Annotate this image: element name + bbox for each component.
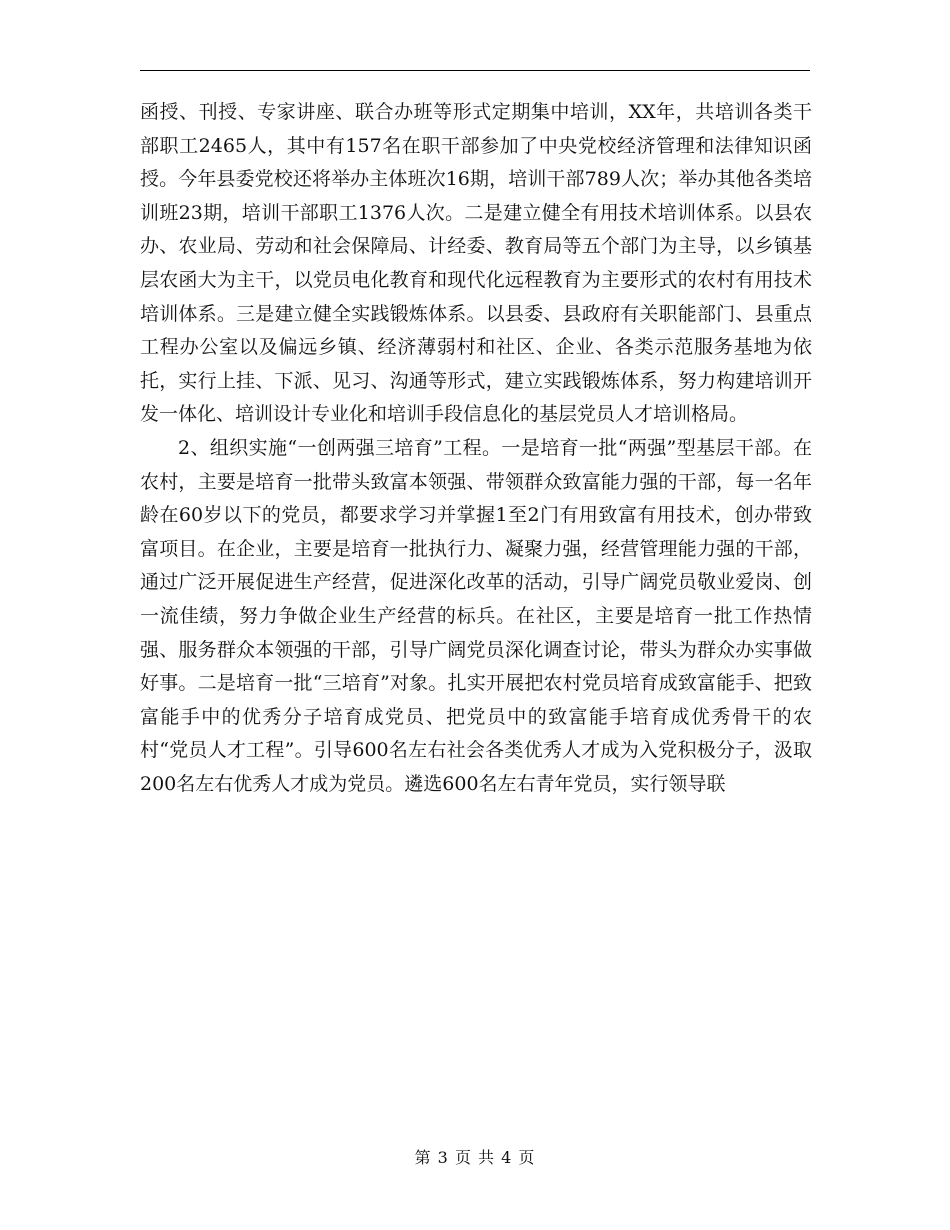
- document-body: [140, 96, 812, 801]
- page-footer: [0, 1148, 950, 1168]
- paragraph-item-2: 2、组织实施“一创两强三培育”工程。一是培育一批“两强”型基层干部。在农村，主要是培育一批带头致富本领强、带领群众致富能力强的干部，每一名年龄在60岁以下的党员，都要求学习并掌握1至2门有用致富有用技术，创办带致富项目。在企业，主要是培育一批执行力、凝聚力强，经营管理能力强的干部，通过广泛开展促进生产经营，促进深化改革的活动，引导广阔党员敬业爱岗、创一流佳绩，努力争做企业生产经营的标兵。在社区，主要是培育一批工作热情强、服务群众本领强的干部，引导广阔党员深化调查讨论，带头为群众办实事做好事。二是培育一批“三培育”对象。扎实开展把农村党员培育成致富能手、把致富能手中的优秀分子培育成党员、把党员中的致富能手培育成优秀骨干的农村“党员人才工程”。引导600名左右社会各类优秀人才成为入党积极分子，汲取200名左右优秀人才成为党员。遴选600名左右青年党员，实行领导联: [140, 436, 812, 795]
- header-rule: [140, 70, 810, 71]
- page-number: 第 3 页 共 4 页: [414, 1148, 536, 1167]
- paragraph-continuation: 函授、刊授、专家讲座、联合办班等形式定期集中培训，XX年，共培训各类干部职工2465人，其中有157名在职干部参加了中央党校经济管理和法律知识函授。今年县委党校还将举办主体班次16期，培训干部789人次；举办其他各类培训班23期，培训干部职工1376人次。二是建立健全有用技术培训体系。以县农办、农业局、劳动和社会保障局、计经委、教育局等五个部门为主导，以乡镇基层农函大为主干，以党员电化教育和现代化远程教育为主要形式的农村有用技术培训体系。三是建立健全实践锻炼体系。以县委、县政府有关职能部门、县重点工程办公室以及偏远乡镇、经济薄弱村和社区、企业、各类示范服务基地为依托，实行上挂、下派、见习、沟通等形式，建立实践锻炼体系，努力构建培训开发一体化、培训设计专业化和培训手段信息化的基层党员人才培训格局。: [140, 101, 812, 426]
